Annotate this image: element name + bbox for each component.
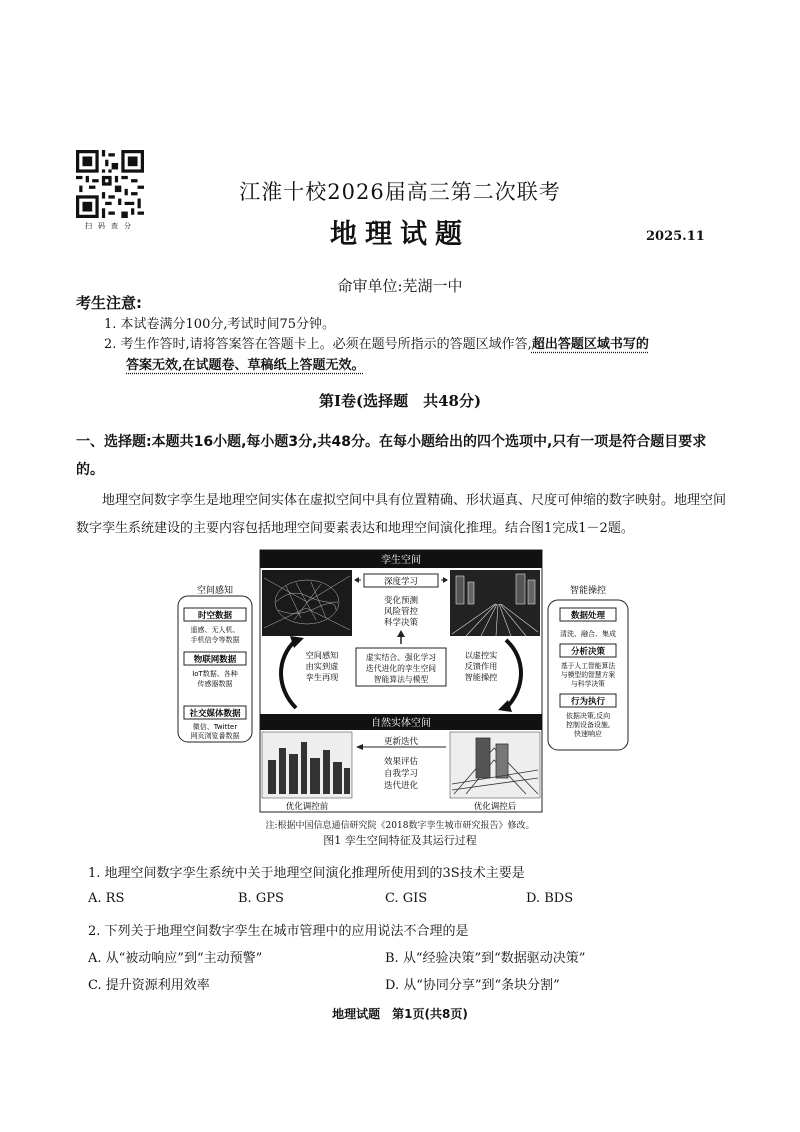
left-item-1-desc-1: 遥感、无人机、: [190, 626, 240, 634]
right-item-3-name: 行为执行: [570, 697, 606, 707]
question-1-option-a: A. RS: [88, 891, 125, 906]
right-item-1-name: 数据处理: [570, 611, 606, 621]
top-center-line-2: 风险管控: [383, 607, 419, 617]
left-item-3-desc-1: 微信、Twitter: [192, 723, 238, 731]
section-heading: 一、选择题:本题共16小题,每小题3分,共48分。在每小题给出的四个选项中,只有一项是符合题目要求的。: [76, 434, 707, 478]
right-panel-title: 智能操控: [569, 586, 607, 596]
question-1-option-b: B. GPS: [238, 891, 284, 906]
left-item-2-name: 物联网数据: [193, 655, 237, 665]
notice-item-2: [104, 334, 734, 376]
right-item-3-desc-2: 控制设备设施,: [565, 721, 611, 729]
notice-item-2-emphasis-1: 超出答题区域书写的: [531, 337, 649, 352]
right-item-3-desc-1: 依据决策,反向: [565, 712, 611, 720]
subject-title: 地理试题: [330, 219, 470, 250]
question-1-stem: 1. 地理空间数字孪生系统中关于地理空间演化推理所使用到的3S技术主要是: [88, 866, 525, 881]
notice-item-1: 1. 本试卷满分100分,考试时间75分钟。: [104, 317, 336, 332]
center-line-3: 智能算法与模型: [373, 675, 429, 684]
question-1-option-d: D. BDS: [526, 891, 574, 906]
bottom-center-line-3: 迭代进化: [383, 781, 419, 791]
center-line-2: 迭代进化的孪生空间: [365, 664, 437, 673]
qr-caption: 扫码查分: [85, 222, 137, 230]
volume-heading: 第Ⅰ卷(选择题 共48分): [318, 392, 482, 410]
top-center-line-3: 科学决策: [383, 618, 419, 628]
right-arrow-line-2: 反馈作用: [464, 661, 498, 671]
update-iteration-label: 更新迭代: [383, 737, 419, 747]
left-arrow-line-2: 由实到虚: [305, 661, 339, 671]
passage-intro: 地理空间数字孪生是地理空间实体在虚拟空间中具有位置精确、形状逼真、尺度可伸缩的数字映射。地理空间数字孪生系统建设的主要内容包括地理空间要素表达和地理空间演化推理。结合图1完成1－2题。: [76, 493, 727, 536]
deep-learning-label: 深度学习: [383, 577, 419, 587]
setter-unit: 命审单位:芜湖一中: [337, 277, 463, 295]
figure-note: 注:根据中国信息通信研究院《2018数字孪生城市研究报告》修改。: [265, 821, 535, 831]
twin-space-title: 孪生空间: [381, 555, 421, 566]
exam-date: 2025.11: [646, 229, 705, 244]
question-2-option-d: D. 从“协同分享”到“条块分割”: [385, 978, 560, 993]
right-item-2-desc-1: 基于人工智能算法: [560, 662, 616, 670]
question-2-option-c: C. 提升资源利用效率: [88, 978, 210, 993]
right-item-1-desc-1: 清洗、融合、集成: [560, 630, 616, 638]
notice-item-2-text: 2. 考生作答时,请将答案答在答题卡上。必须在题号所指示的答题区域作答,: [104, 337, 532, 352]
after-label: 优化调控后: [473, 802, 517, 812]
bottom-center-line-1: 效果评估: [383, 757, 419, 767]
question-2-stem: 2. 下列关于地理空间数字孪生在城市管理中的应用说法不合理的是: [88, 924, 469, 939]
right-item-2-desc-3: 与科学决策: [571, 680, 605, 688]
left-item-2-desc-2: 传感器数据: [197, 680, 233, 688]
left-item-3-name: 社交媒体数据: [189, 709, 241, 719]
right-item-3-desc-3: 快速响应: [574, 730, 602, 738]
natural-space-title: 自然实体空间: [371, 718, 431, 729]
left-item-2-desc-1: IoT数据、各种: [192, 670, 238, 678]
right-arrow-line-1: 以虚控实: [464, 650, 498, 660]
notice-item-2-emphasis-2: 答案无效,在试题卷、草稿纸上答题无效。: [126, 358, 365, 373]
left-item-3-desc-2: 网页浏览番数据: [190, 732, 240, 740]
notice-title: 考生注意:: [76, 294, 142, 312]
before-label: 优化调控前: [285, 802, 329, 812]
left-panel-title: 空间感知: [196, 586, 234, 596]
center-line-1: 虚实结合、强化学习: [365, 653, 437, 662]
question-1-option-c: C. GIS: [385, 891, 428, 906]
bottom-center-line-2: 自我学习: [383, 769, 419, 779]
right-arrow-line-3: 智能操控: [464, 672, 498, 682]
left-arrow-line-3: 孪生再现: [305, 672, 339, 682]
top-center-line-1: 变化预测: [383, 596, 419, 606]
right-item-2-desc-2: 与模型的智慧方案: [560, 671, 616, 679]
figure-caption: 图1 孪生空间特征及其运行过程: [323, 834, 477, 847]
left-arrow-line-1: 空间感知: [305, 650, 339, 660]
figure-1-diagram: [176, 548, 630, 816]
question-2-option-a: A. 从“被动响应”到“主动预警”: [88, 951, 263, 966]
left-item-1-name: 时空数据: [197, 611, 233, 621]
left-item-1-desc-2: 手机信令等数据: [190, 636, 240, 644]
exam-name: 江淮十校2026届高三第二次联考: [239, 180, 561, 204]
right-item-2-name: 分析决策: [570, 647, 606, 657]
page-footer: 地理试题 第1页(共8页): [332, 1007, 468, 1021]
question-2-option-b: B. 从“经验决策”到“数据驱动决策”: [385, 951, 586, 966]
